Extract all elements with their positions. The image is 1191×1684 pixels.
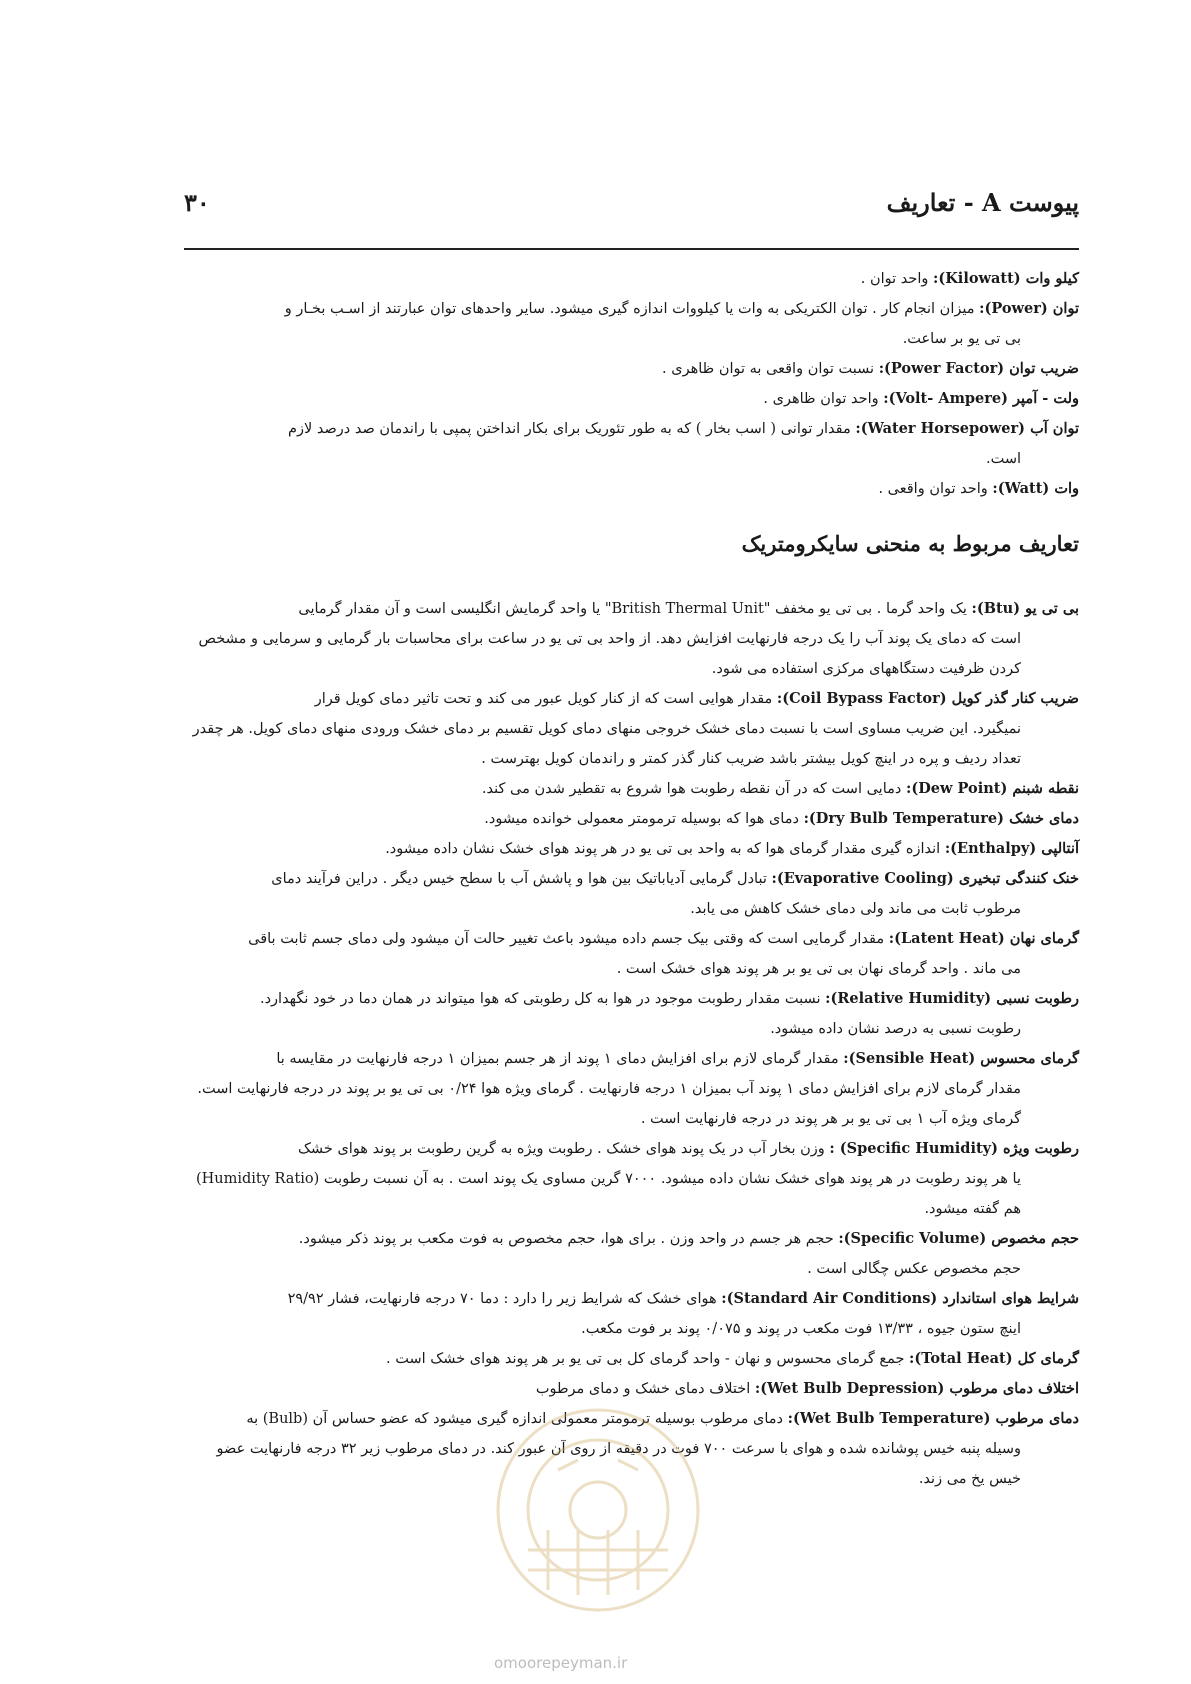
definition-term: ولت - آمپر (Volt- Ampere):: [883, 390, 1079, 407]
definition-text: مقدار گرمایی است که وقتی بیک جسم داده میشود باعث تغییر حالت آن میشود ولی دمای جسم ثابت باقی: [248, 931, 885, 947]
definition-text: دمای هوا که بوسیله ترمومتر معمولی خوانده میشود.: [484, 811, 799, 827]
definition-text: تبادل گرمایی آدیاباتیک بین هوا و پاشش آب با سطح خیس دیگر . دراین فرآیند دمای: [271, 871, 767, 887]
definition-text: وزن بخار آب در یک پوند هوای خشک . رطوبت ویژه به گرین رطوبت بر پوند هوای خشک: [297, 1141, 825, 1157]
definition-continuation: می ماند . واحد گرمای نهان بی تی یو بر هر پوند هوای خشک است .: [616, 961, 1021, 977]
definition-continuation: است که دمای یک پوند آب را یک درجه فارنهایت افزایش دهد. از واحد بی تی یو در ساعت برای محاسبات بار گرمایی و سرمایی و مشخص کردن ظرفیت دستگاههای مرکزی استفاده می شود.: [198, 631, 1021, 677]
definition-term: گرمای کل (Total Heat):: [909, 1350, 1079, 1367]
definition-term: بی تی یو (Btu):: [971, 600, 1079, 617]
definition-entry: [184, 1224, 1079, 1284]
definition-text: دمای مرطوب بوسیله ترمومتر معمولی اندازه گیری میشود که عضو حساس آن (Bulb) به: [246, 1411, 783, 1427]
definition-entry: [184, 984, 1079, 1044]
definition-text: مقدار گرمای لازم برای افزایش دمای ۱ پوند از هر جسم بمیزان ۱ درجه فارنهایت در مقایسه با: [276, 1051, 839, 1067]
definition-continuation: است.: [985, 451, 1021, 467]
definition-continuation: نمیگیرد. این ضریب مساوی است با نسبت دمای خشک خروجی منهای دمای کویل تقسیم بر دمای خشک ورودی منهای دمای کویل. هر چقدر تعداد ردیف و پره در اینچ کویل بیشتر باشد ضریب کنار گذر کمتر و راندمان کویل بهترست .: [192, 721, 1021, 767]
header-divider: [184, 248, 1079, 250]
publisher-seal-watermark: [488, 1400, 708, 1620]
definition-text: نسبت توان واقعی به توان ظاهری .: [662, 361, 875, 377]
definition-term: گرمای نهان (Latent Heat):: [888, 930, 1079, 947]
definition-continuation: مرطوب ثابت می ماند ولی دمای خشک کاهش می یابد.: [690, 901, 1021, 917]
definition-continuation: بی تی یو بر ساعت.: [902, 331, 1021, 347]
definition-term: توان آب (Water Horsepower):: [855, 420, 1079, 437]
definition-text: واحد توان ظاهری .: [763, 391, 879, 407]
definition-text: واحد توان .: [860, 271, 929, 287]
psychrometric-definitions: [184, 594, 1079, 1494]
definition-entry: [184, 684, 1079, 774]
definition-entry: [184, 354, 1079, 384]
definition-text: میزان انجام کار . توان الکتریکی به وات یا کیلووات اندازه گیری میشود. سایر واحدهای توان عبارتند از اسـب بخـار و: [284, 301, 975, 317]
page-number: ۳۰: [184, 188, 210, 217]
definition-term: توان (Power):: [979, 300, 1079, 317]
definition-text: حجم هر جسم در واحد وزن . برای هوا، حجم مخصوص به فوت مکعب بر پوند ذکر میشود.: [298, 1231, 834, 1247]
section-title: تعاریف مربوط به منحنی سایکرومتریک: [741, 531, 1079, 556]
document-body: [184, 264, 1079, 1494]
definition-term: حجم مخصوص (Specific Volume):: [838, 1230, 1079, 1247]
definition-continuation: مقدار گرمای لازم برای افزایش دمای ۱ پوند آب بمیزان ۱ درجه فارنهایت . گرمای ویژه هوا ۰/۲۴ بی تی یو بر پوند در درجه فارنهایت است. گرمای ویژه آب ۱ بی تی یو بر هر پوند در درجه فارنهایت است .: [197, 1081, 1021, 1127]
definition-term: دمای مرطوب (Wet Bulb Temperature):: [787, 1410, 1079, 1427]
definition-text: جمع گرمای محسوس و نهان - واحد گرمای کل بی تی یو بر هر پوند هوای خشک است .: [386, 1351, 905, 1367]
definition-text: یک واحد گرما . بی تی یو مخفف "British Thermal Unit" یا واحد گرمایش انگلیسی است و آن مقدار گرمایی: [298, 601, 967, 617]
definition-entry: [184, 1134, 1079, 1224]
definition-term: وات (Watt):: [992, 480, 1079, 497]
definition-entry: [184, 384, 1079, 414]
definition-continuation: اینچ ستون جیوه ، ۱۳/۳۳ فوت مکعب در پوند و ۰/۰۷۵ پوند بر فوت مکعب.: [581, 1321, 1021, 1337]
definition-entry: [184, 864, 1079, 924]
definition-continuation: وسیله پنبه خیس پوشانده شده و هوای با سرعت ۷۰۰ فوت در دقیقه از روی آن عبور کند. در دمای مرطوب زیر ۳۲ درجه فارنهایت عضو خیس یخ می زند.: [216, 1441, 1021, 1487]
page-header: [184, 188, 1079, 232]
definition-entry: [184, 834, 1079, 864]
definition-text: مقدار هوایی است که از کنار کویل عبور می کند و تحت تاثیر دمای کویل قرار: [314, 691, 773, 707]
header-title: پیوست A - تعاریف: [886, 188, 1079, 217]
definition-text: هوای خشک که شرایط زیر را دارد : دما ۷۰ درجه فارنهایت، فشار ۲۹/۹۲: [287, 1291, 717, 1307]
definition-term: آنتالپی (Enthalpy):: [944, 840, 1079, 857]
definition-entry: [184, 774, 1079, 804]
definition-term: رطوبت نسبی (Relative Humidity):: [825, 990, 1079, 1007]
definition-entry: [184, 1344, 1079, 1374]
definition-entry: [184, 474, 1079, 504]
definition-entry: [184, 804, 1079, 834]
definition-text: دمایی است که در آن نقطه رطوبت هوا شروع به تقطیر شدن می کند.: [481, 781, 902, 797]
definition-term: اختلاف دمای مرطوب (Wet Bulb Depression):: [754, 1380, 1079, 1397]
power-definitions: [184, 264, 1079, 504]
definition-term: خنک کنندگی تبخیری (Evaporative Cooling):: [771, 870, 1079, 887]
definition-entry: [184, 594, 1079, 684]
definition-text: اختلاف دمای خشک و دمای مرطوب: [535, 1381, 751, 1397]
definition-entry: [184, 924, 1079, 984]
definition-entry: [184, 1284, 1079, 1344]
definition-term: ضریب توان (Power Factor):: [878, 360, 1079, 377]
definition-term: رطوبت ویژه (Specific Humidity) :: [829, 1140, 1079, 1157]
definition-continuation: یا هر پوند رطوبت در هر پوند هوای خشک نشان داده میشود. ۷۰۰۰ گرین مساوی یک پوند است . به آن نسبت رطوبت (Humidity Ratio) هم گفته میشود.: [195, 1171, 1021, 1217]
definition-term: گرمای محسوس (Sensible Heat):: [843, 1050, 1079, 1067]
definition-text: مقدار توانی ( اسب بخار ) که به طور تئوریک برای بکار انداختن پمپی با راندمان صد درصد لازم: [288, 421, 851, 437]
definition-term: ضریب کنار گذر کویل (Coil Bypass Factor):: [776, 690, 1079, 707]
definition-entry: [184, 294, 1079, 354]
site-watermark: omoorepeyman.ir: [494, 1654, 628, 1672]
definition-entry: [184, 1044, 1079, 1134]
definition-term: شرایط هوای استاندارد (Standard Air Conditions):: [721, 1290, 1079, 1307]
definition-term: کیلو وات (Kilowatt):: [932, 270, 1079, 287]
definition-text: واحد توان واقعی .: [878, 481, 988, 497]
definition-text: اندازه گیری مقدار گرمای هوا که به واحد بی تی یو در هر پوند هوای خشک نشان داده میشود.: [385, 841, 941, 857]
definition-term: نقطه شبنم (Dew Point):: [905, 780, 1079, 797]
definition-text: نسبت مقدار رطوبت موجود در هوا به کل رطوبتی که هوا میتواند در همان دما در خود نگهدارد.: [259, 991, 821, 1007]
definition-term: دمای خشک (Dry Bulb Temperature):: [803, 810, 1079, 827]
definition-continuation: رطوبت نسبی به درصد نشان داده میشود.: [770, 1021, 1021, 1037]
definition-entry: [184, 414, 1079, 474]
definition-continuation: حجم مخصوص عکس چگالی است .: [807, 1261, 1021, 1277]
definition-entry: [184, 264, 1079, 294]
